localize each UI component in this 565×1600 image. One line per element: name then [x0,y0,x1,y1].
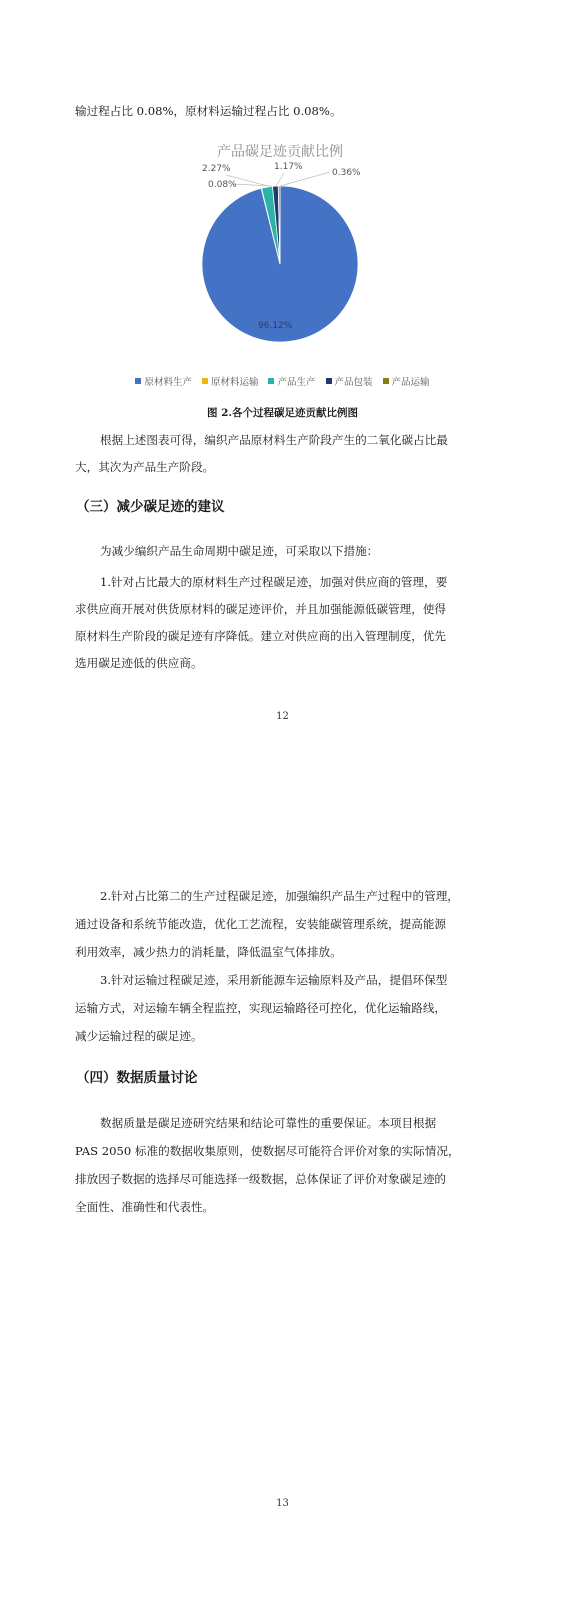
carbon-footprint-pie-chart [160,138,405,378]
item3-line: 运输方式，对运输车辆全程监控，实现运输路径可控化，优化运输路线， [75,1001,447,1015]
figure-caption: 图 2.各个过程碳足迹贡献比例图 [206,407,359,419]
legend-label-2: 产品生产 [277,377,316,388]
legend-swatch-4 [383,378,389,384]
legend-swatch-3 [326,378,332,384]
item2-line: 通过设备和系统节能改造，优化工艺流程，安装能碳管理系统，提高能源 [75,917,447,931]
para1-line: 大，其次为产品生产阶段。 [75,460,215,474]
legend-swatch-1 [202,378,208,384]
legend-item-4 [383,374,430,388]
legend-item-0 [135,374,192,388]
item2-line: 2.针对占比第二的生产过程碳足迹，加强编织产品生产过程中的管理， [100,889,459,903]
legend-label-4: 产品运输 [391,377,430,388]
item1-line: 1.针对占比最大的原材料生产过程碳足迹，加强对供应商的管理，要 [100,575,448,589]
data-label-3: 1.17% [274,162,303,172]
legend-item-2 [268,374,315,388]
data-label-4: 0.36% [332,168,361,178]
section-heading-4: （四）数据质量讨论 [76,1070,198,1086]
legend-swatch-0 [135,378,141,384]
item1-line: 原材料生产阶段的碳足迹有序降低。建立对供应商的出入管理制度，优先 [75,629,447,643]
para4-line: 排放因子数据的选择尽可能选择一级数据，总体保证了评价对象碳足迹的 [75,1172,447,1186]
chart-legend [0,374,565,388]
item2-line: 利用效率，减少热力的消耗量，降低温室气体排放。 [75,945,342,959]
para4-line: PAS 2050 标准的数据收集原则，使数据尽可能符合评价对象的实际情况， [75,1144,460,1158]
section-heading-3: （三）减少碳足迹的建议 [76,499,225,515]
legend-item-1 [202,374,259,388]
para4-line: 数据质量是碳足迹研究结果和结论可靠性的重要保证。本项目根据 [100,1116,437,1130]
para1-line: 根据上述图表可得，编织产品原材料生产阶段产生的二氧化碳占比最 [100,433,448,447]
leader-line-3 [276,173,284,186]
para4-line: 全面性、准确性和代表性。 [75,1200,215,1214]
item3-line: 减少运输过程的碳足迹。 [75,1029,203,1043]
data-label-2: 2.27% [202,164,231,174]
item3-line: 3.针对运输过程碳足迹，采用新能源车运输原料及产品，提倡环保型 [100,973,448,987]
legend-label-3: 产品包装 [334,377,373,388]
page-number: 12 [276,711,289,722]
data-label-1: 0.08% [208,180,237,190]
legend-swatch-2 [268,378,274,384]
item1-line: 求供应商开展对供货原材料的碳足迹评价，并且加强能源低碳管理，使得 [75,602,447,616]
data-label-0: 96.12% [258,321,293,331]
chart-title: 产品碳足迹贡献比例 [217,144,343,160]
leader-line-4 [280,172,330,186]
legend-label-0: 原材料生产 [144,377,192,388]
legend-label-1: 原材料运输 [210,377,259,388]
top-text: 输过程占比 0.08%，原材料运输过程占比 0.08%。 [75,104,342,118]
page-number: 13 [276,1498,289,1509]
item1-line: 选用碳足迹低的供应商。 [75,656,203,670]
legend-item-3 [326,374,373,388]
intro3-line: 为减少编织产品生命周期中碳足迹，可采取以下措施： [100,544,379,558]
